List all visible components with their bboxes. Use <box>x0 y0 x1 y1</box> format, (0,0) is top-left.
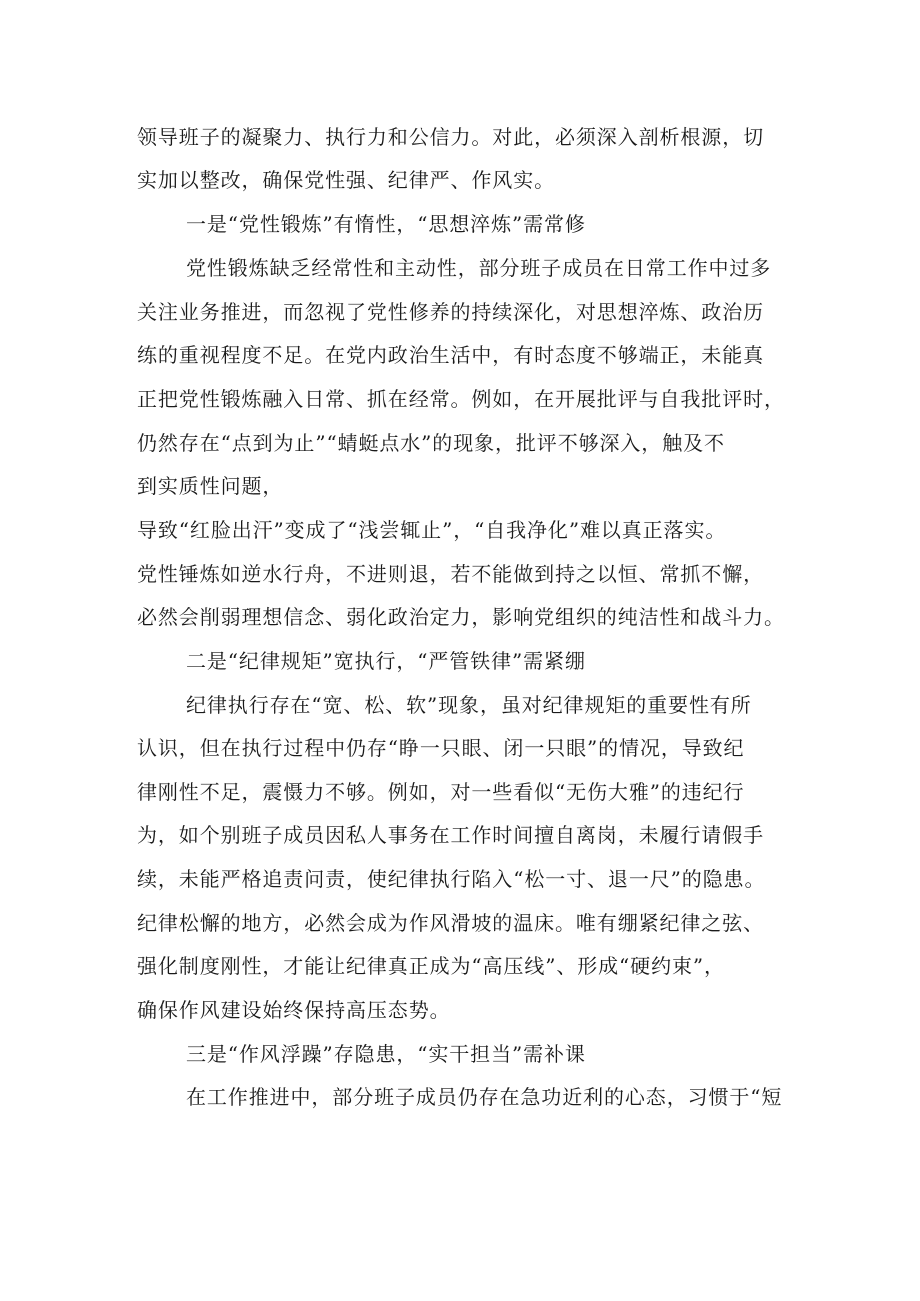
paragraph-line: 党性锻炼缺乏经常性和主动性，部分班子成员在日常工作中过多 <box>186 256 772 280</box>
paragraph-line: 强化制度刚性，才能让纪律真正成为“高压线”、形成“硬约束”， <box>137 954 725 978</box>
paragraph-line: 纪律执行存在“宽、松、软”现象，虽对纪律规矩的重要性有所 <box>186 693 752 717</box>
paragraph-line: 纪律松懈的地方，必然会成为作风滑坡的温床。唯有绷紧纪律之弦、 <box>137 911 764 935</box>
paragraph-line: 导致“红脸出汗”变成了“浅尝辄止”，“自我净化”难以真正落实。 <box>137 518 727 542</box>
paragraph-line: 到实质性问题， <box>137 474 284 498</box>
paragraph-line: 必然会削弱理想信念、弱化政治定力，影响党组织的纯洁性和战斗力。 <box>137 605 785 629</box>
section-heading: 一是“党性锻炼”有惰性，“思想淬炼”需常修 <box>186 212 586 236</box>
paragraph-line: 实加以整改，确保党性强、纪律严、作风实。 <box>137 168 555 192</box>
paragraph-line: 续，未能严格追责问责，使纪律执行陷入“松一寸、退一尺”的隐患。 <box>137 867 766 891</box>
paragraph-line: 确保作风建设始终保持高压态势。 <box>137 998 451 1022</box>
paragraph-line: 认识，但在执行过程中仍存“睁一只眼、闭一只眼”的情况，导致纪 <box>137 736 745 760</box>
paragraph-line: 练的重视程度不足。在党内政治生活中，有时态度不够端正，未能真 <box>137 343 764 367</box>
paragraph-line: 在工作推进中，部分班子成员仍存在急功近利的心态，习惯于“短 <box>186 1085 783 1109</box>
paragraph-line: 领导班子的凝聚力、执行力和公信力。对此，必须深入剖析根源，切 <box>137 125 764 149</box>
paragraph-line: 党性锤炼如逆水行舟，不进则退，若不能做到持之以恒、常抓不懈， <box>137 562 764 586</box>
paragraph-line: 关注业务推进，而忽视了党性修养的持续深化，对思想淬炼、政治历 <box>137 300 764 324</box>
paragraph-line: 为，如个别班子成员因私人事务在工作时间擅自离岗，未履行请假手 <box>137 823 764 847</box>
paragraph-line: 仍然存在“点到为止”“蜻蜓点水”的现象，批评不够深入，触及不 <box>137 431 725 455</box>
section-heading: 二是“纪律规矩”宽执行，“严管铁律”需紧绷 <box>186 649 586 673</box>
section-heading: 三是“作风浮躁”存隐患，“实干担当”需补课 <box>186 1042 586 1066</box>
paragraph-line: 正把党性锻炼融入日常、抓在经常。例如，在开展批评与自我批评时， <box>137 387 785 411</box>
paragraph-line: 律刚性不足，震慑力不够。例如，对一些看似“无伤大雅”的违纪行 <box>137 780 745 804</box>
